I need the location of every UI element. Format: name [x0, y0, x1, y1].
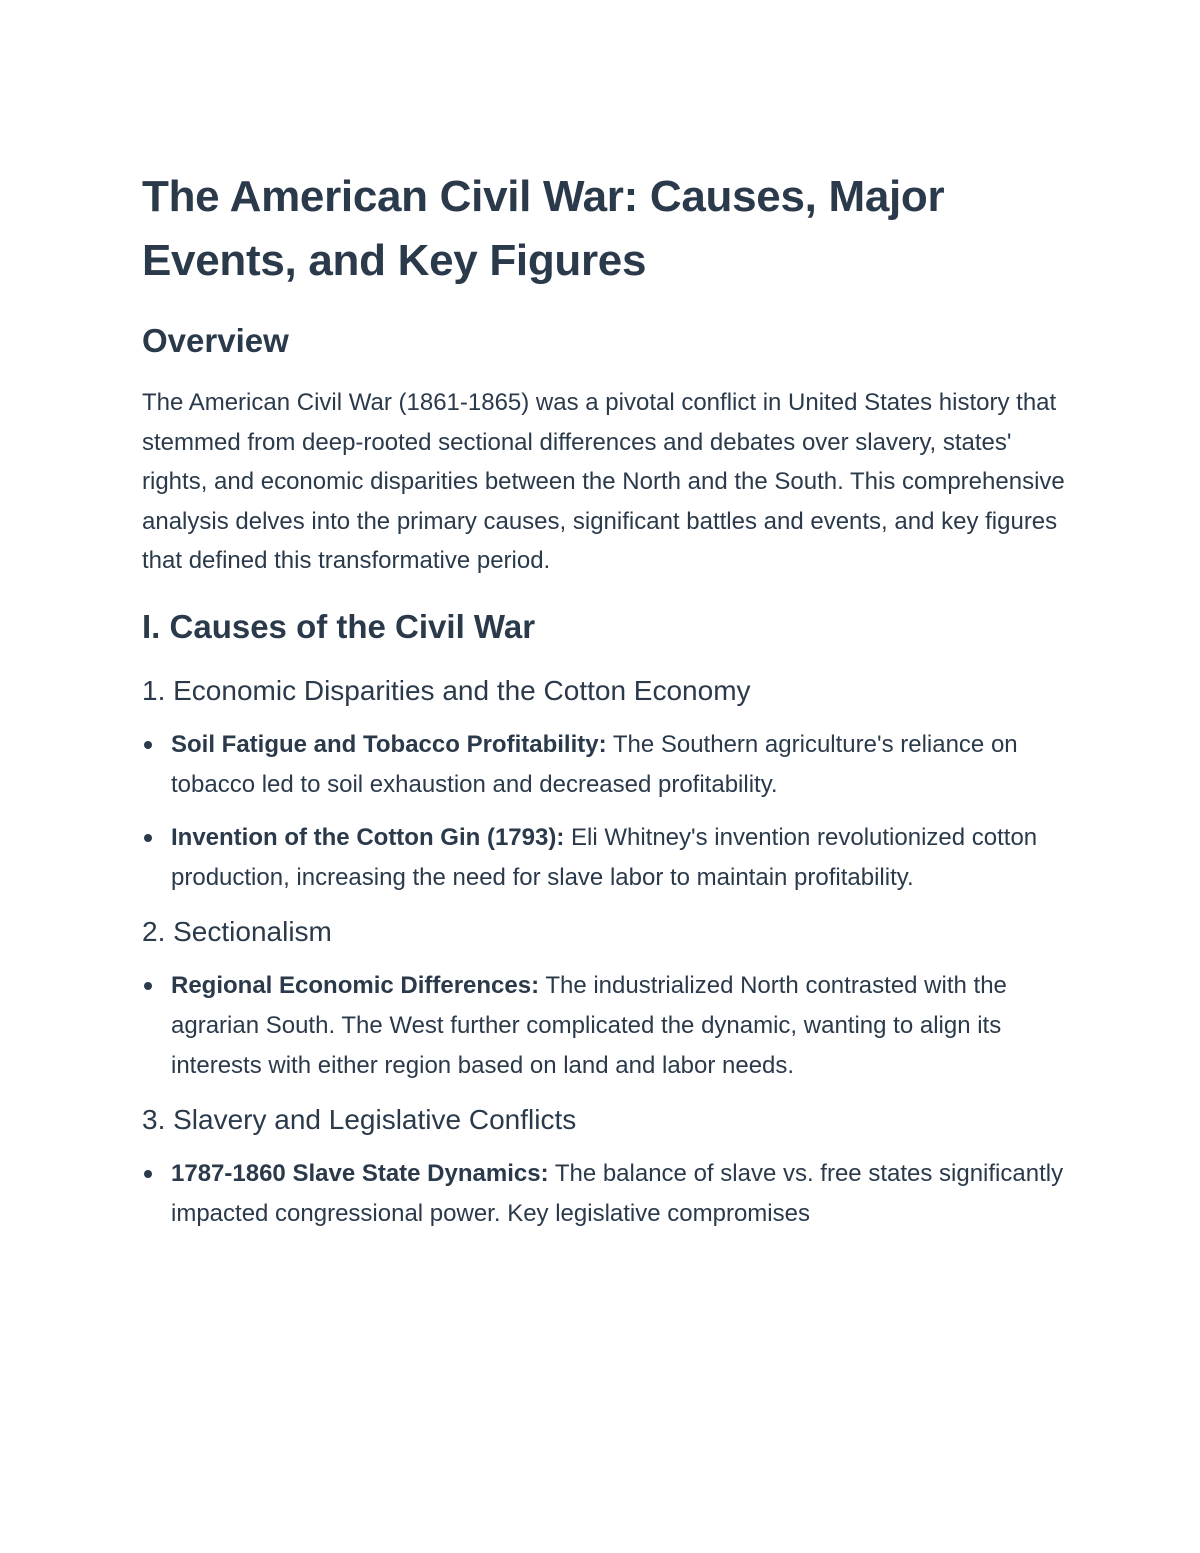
bullet-icon: [144, 1170, 152, 1178]
section-sectionalism: [142, 912, 1072, 1086]
list-item-term: Invention of the Cotton Gin (1793):: [171, 823, 565, 851]
list-item: [142, 818, 1072, 898]
document-title: The American Civil War: Causes, Major Events, and Key Figures: [142, 172, 945, 285]
list-item-term: Soil Fatigue and Tobacco Profitability:: [171, 730, 607, 758]
list-item-text: Eli Whitney's invention revolutionized cotton production, increasing the need for slave labor to maintain profitability.: [171, 823, 1038, 891]
bullet-list: [142, 1154, 1072, 1234]
overview-heading: Overview: [142, 322, 289, 359]
list-item-text: The Southern agriculture's reliance on tobacco led to soil exhaustion and decreased profitability.: [171, 730, 1018, 798]
subsection-heading: 1. Economic Disparities and the Cotton Economy: [142, 674, 751, 706]
overview-paragraph: The American Civil War (1861-1865) was a pivotal conflict in United States history that stemmed from deep-rooted sectional differences and debates over slavery, states' rights, and economic disparities between the North and the South. This comprehensive analysis delves into the primary causes, significant battles and events, and key figures that defined this transformative period.: [142, 389, 1065, 575]
bullet-icon: [144, 982, 152, 990]
section-slavery-legislative: [142, 1100, 1072, 1234]
list-item: [142, 966, 1072, 1086]
section-economic-disparities: [142, 671, 1072, 898]
bullet-icon: [144, 741, 152, 749]
list-item-term: 1787-1860 Slave State Dynamics:: [171, 1159, 549, 1187]
subsection-heading: 2. Sectionalism: [142, 915, 332, 947]
bullet-icon: [144, 834, 152, 842]
list-item: [142, 1154, 1072, 1234]
document-page: [142, 165, 1072, 1248]
list-item: [142, 725, 1072, 805]
subsection-heading: 3. Slavery and Legislative Conflicts: [142, 1103, 577, 1135]
bullet-list: [142, 966, 1072, 1086]
bullet-list: [142, 725, 1072, 898]
list-item-text: The industrialized North contrasted with the agrarian South. The West further complicated the dynamic, wanting to align its interests with either region based on land and labor needs.: [171, 971, 1007, 1079]
causes-heading: I. Causes of the Civil War: [142, 607, 536, 645]
list-item-text: The balance of slave vs. free states significantly impacted congressional power. Key legislative compromises: [171, 1159, 1064, 1227]
list-item-term: Regional Economic Differences:: [171, 971, 540, 999]
